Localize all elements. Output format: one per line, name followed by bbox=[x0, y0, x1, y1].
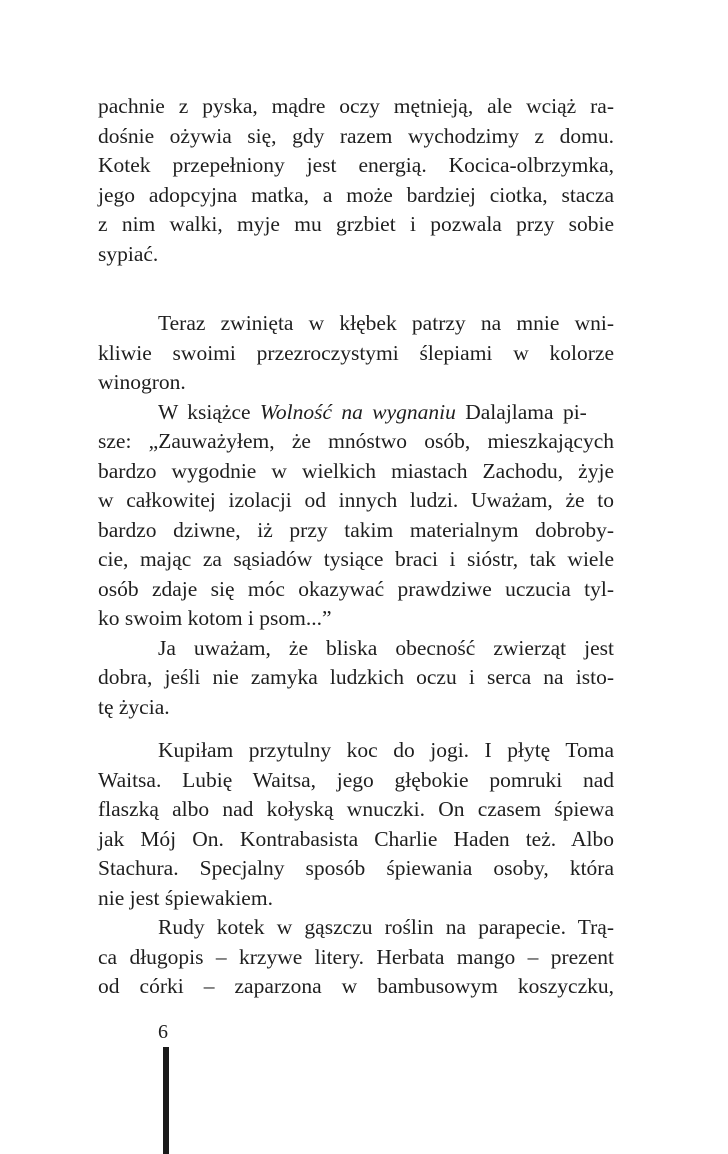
text-line: Kotek przepełniony jest energią. Kocica-olbrzymka, bbox=[98, 153, 614, 177]
text-line: ca długopis – krzywe litery. Herbata mango – prezent bbox=[98, 944, 614, 969]
text-line: winogron. bbox=[98, 370, 186, 394]
text-line: cie, mając za sąsiadów tysiące braci i sióstr, tak wiele bbox=[98, 547, 614, 571]
text-line: jego adopcyjna matka, a może bardziej ciotka, stacza bbox=[98, 182, 614, 207]
text-line: ko swoim kotom i psom...” bbox=[98, 606, 332, 630]
text-line: osób zdaje się móc okazywać prawdziwe uczucia tyl- bbox=[98, 576, 614, 601]
page-number: 6 bbox=[158, 1021, 168, 1043]
text-line: dobra, jeśli nie zamyka ludzkich oczu i serca na isto- bbox=[98, 665, 614, 689]
text-section-2 bbox=[98, 309, 614, 722]
text-line: sypiać. bbox=[98, 241, 159, 266]
text-line: flaszką albo nad kołyską wnuczki. On czasem śpiewa bbox=[98, 797, 614, 821]
text-line: nie jest śpiewakiem. bbox=[98, 885, 273, 910]
text-line: od córki – zaparzona w bambusowym koszyczku, bbox=[98, 974, 614, 998]
text-line: Rudy kotek w gąszczu roślin na parapecie. Trą- bbox=[158, 915, 614, 939]
text-section-3 bbox=[98, 736, 614, 1002]
text-line: Stachura. Specjalny sposób śpiewania osoby, która bbox=[98, 856, 614, 880]
text-section-1 bbox=[98, 92, 614, 269]
text-line-segment: W książce bbox=[158, 399, 260, 424]
text-line: sze: „Zauważyłem, że mnóstwo osób, mieszkających bbox=[98, 429, 614, 453]
text-line: kliwie swoimi przezroczystymi ślepiami w kolorze bbox=[98, 340, 614, 365]
text-line-segment: Dalajlama pi- bbox=[455, 399, 587, 424]
book-title: Wolność na wygnaniu bbox=[259, 399, 456, 424]
text-line: bardzo dziwne, iż przy takim materialnym dobroby- bbox=[98, 517, 614, 542]
text-line: Waitsa. Lubię Waitsa, jego głębokie pomruki nad bbox=[98, 767, 614, 792]
text-line: jak Mój On. Kontrabasista Charlie Haden też. Albo bbox=[98, 826, 614, 851]
text-line: tę życia. bbox=[98, 694, 170, 719]
text-line: Teraz zwinięta w kłębek patrzy na mnie wni- bbox=[158, 311, 614, 335]
text-line: pachnie z pyska, mądre oczy mętnieją, ale wciąż ra- bbox=[98, 94, 614, 118]
text-line: dośnie ożywia się, gdy razem wychodzimy z domu. bbox=[98, 123, 614, 148]
text-line: bardzo wygodnie w wielkich miastach Zachodu, żyje bbox=[98, 458, 614, 483]
text-line: Ja uważam, że bliska obecność zwierząt jest bbox=[158, 635, 614, 660]
text-line bbox=[98, 398, 614, 428]
text-line: z nim walki, myje mu grzbiet i pozwala przy sobie bbox=[98, 212, 614, 236]
page-margin-bar bbox=[163, 1047, 169, 1154]
text-line: w całkowitej izolacji od innych ludzi. Uważam, że to bbox=[98, 488, 614, 512]
text-line: Kupiłam przytulny koc do jogi. I płytę Toma bbox=[158, 738, 614, 762]
